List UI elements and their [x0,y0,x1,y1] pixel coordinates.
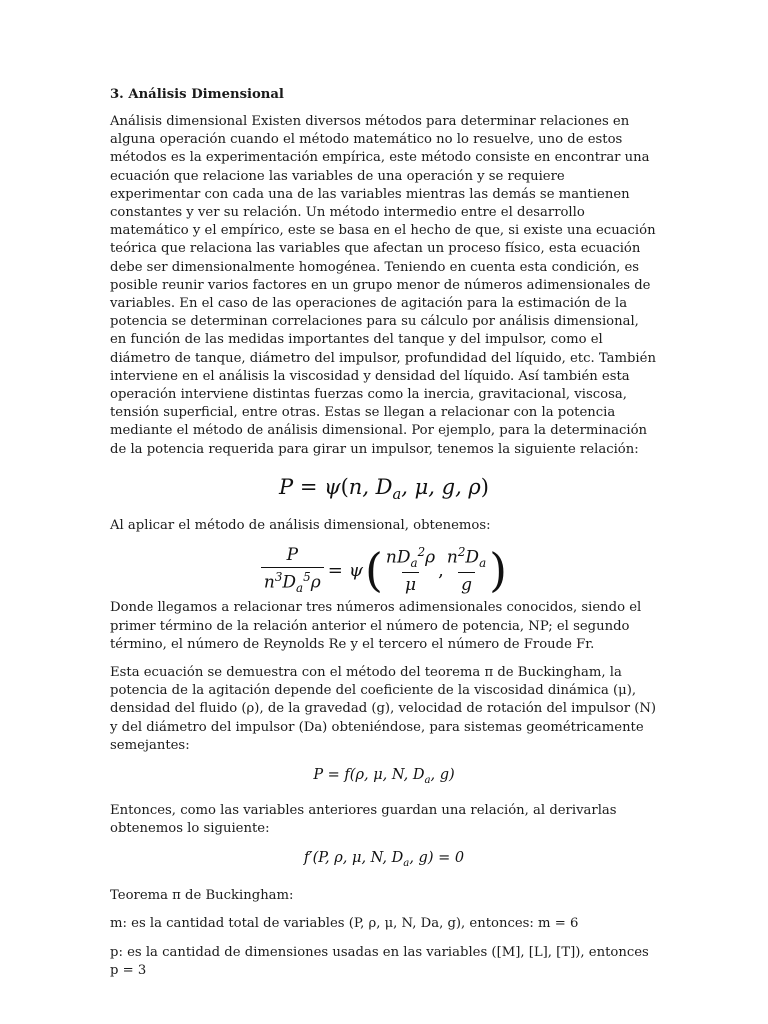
eq2-den-d: D [282,572,297,593]
eq2-func: ψ [348,559,363,581]
paragraph-entonces: Entonces, como las variables anteriores guardan una relación, al derivarlas obtenemos lo siguiente: [110,802,617,837]
equation-derivative-relation [110,850,658,869]
eq2-lhs-fraction [261,545,324,595]
eq1-args-prefix: n, D [348,474,393,499]
paragraph-m-line: m: es la cantidad total de variables (P, ρ, μ, N, Da, g), entonces: m = 6 [110,916,579,932]
eq2-t2-d: D [465,547,480,568]
eq1-close-paren: ) [480,474,489,499]
eq1-equals: = [299,474,318,499]
eq2-close-paren: ) [489,543,508,598]
eq2-t1-sup: 2 [417,545,426,560]
eq2-comma: , [438,559,444,581]
eq1-args-suffix: , μ, g, ρ [401,474,481,499]
eq3-text-b: , g) [430,766,455,783]
eq2-t2-n: n [446,547,458,568]
eq2-term2-numerator [444,545,489,572]
paragraph-donde: Donde llegamos a relacionar tres números adimensionales conocidos, siendo el primer término de la relación anterior el número de potencia, NP; el segundo término, el número de Reynolds Re y el tercero el número de Froude Fr. [110,600,642,652]
eq2-den-d-sub: a [296,581,304,596]
eq2-t1-nd: nD [385,547,411,568]
equation-power-relation [110,475,658,503]
eq2-t2-sub: a [479,556,487,571]
eq2-den-n-sup: 3 [274,570,283,585]
eq2-lhs-denominator [261,567,324,595]
eq4-text-a: f′(P, ρ, μ, N, D [303,850,404,867]
eq2-lhs-numerator: P [286,545,299,566]
eq3-sub: a [424,774,431,786]
eq2-den-n: n [263,572,275,593]
eq1-func: ψ [324,474,341,499]
eq4-text-b: , g) = 0 [409,850,465,867]
paragraph-teorema: Teorema π de Buckingham: [110,888,294,904]
eq2-t1-sub: a [410,556,418,571]
eq1-sub: a [392,486,402,504]
eq2-den-d-sup: 5 [303,570,311,585]
eq1-open-paren: ( [340,474,349,499]
section-heading: 3. Análisis Dimensional [110,87,284,102]
eq2-term1-fraction [383,545,438,595]
paragraph-buckingham: Esta ecuación se demuestra con el método del teorema π de Buckingham, la potencia de la agitación depende del coeficiente de la viscosidad dinámica (μ), densidad del fluido (ρ), de la gravedad (g), velocidad de rotación del impulsor (N) y del diámetro del impulsor (Da) obteniéndose, para sistemas geométricamente semejantes: [110,664,657,753]
paragraph-intro: Análisis dimensional Existen diversos métodos para determinar relaciones en alguna operación cuando el método matemático no lo resuelve, uno de estos métodos es la experimentación empírica, este método consiste en encontrar una ecuación que relacione las variables de una operación y se requiere experimentar con cada una de las variables mientras las demás se mantienen constantes y ver su relación. Un método intermedio entre el desarrollo matemático y el empírico, este se basa en el hecho de que, si existe una ecuación teórica que relaciona las variables que afectan un proceso físico, esta ecuación debe ser dimensionalmente homogénea. Teniendo en cuenta esta condición, es posible reunir varios factores en un grupo menor de números adimensionales de variables. En el caso de las operaciones de agitación para la estimación de la potencia se determinan correlaciones para su cálculo por análisis dimensional, en función de las medidas importantes del tanque y del impulsor, como el diámetro de tanque, diámetro del impulsor, profundidad del líquido, etc. También interviene en el análisis la viscosidad y densidad del líquido. Así también esta operación interviene distintas fuerzas como la inercia, gravitacional, viscosa, tensión superficial, entre otras. Estas se llegan a relacionar con la potencia mediante el método de análisis dimensional. Por ejemplo, para la determinación de la potencia requerida para girar un impulsor, tenemos la siguiente relación: [110,114,656,457]
paragraph-p-line: p: es la cantidad de dimensiones usadas en las variables ([M], [L], [T]), entonces p = 3 [110,944,649,978]
eq2-term2-denominator: g [458,572,475,595]
equation-function-relation [110,767,658,786]
equation-dimensionless-groups [110,543,658,598]
eq2-open-paren: ( [364,543,383,598]
eq3-text-a: P = f(ρ, μ, N, D [313,766,425,783]
paragraph-apply: Al aplicar el método de análisis dimensional, obtenemos: [110,518,491,534]
eq2-t1-rho: ρ [425,547,436,568]
eq2-equals: = [327,559,343,581]
eq2-term1-denominator: μ [402,572,419,595]
eq2-term2-fraction [444,545,489,595]
eq1-lhs: P [279,474,294,499]
eq2-den-rho: ρ [310,572,321,593]
eq2-t2-sup: 2 [457,545,466,560]
eq2-term1-numerator [383,545,438,572]
eq4-sub: a [403,858,410,870]
